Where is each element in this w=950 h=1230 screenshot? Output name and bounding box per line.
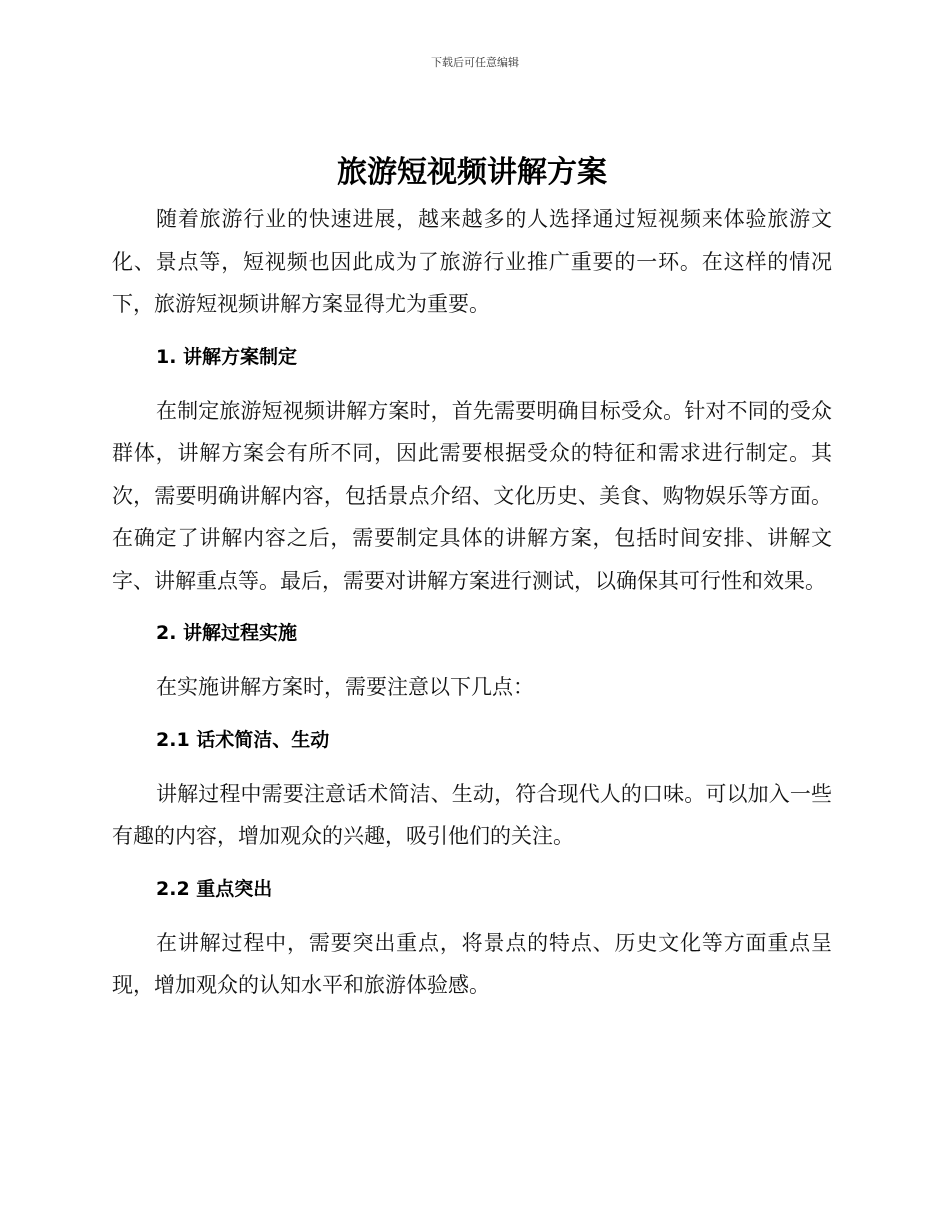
- document-body: [112, 148, 832, 1007]
- section-heading-2-1: 2.1 话术简洁、生动: [156, 728, 330, 751]
- section-body-2-1: 讲解过程中需要注意话术简洁、生动，符合现代人的口味。可以加入一些有趣的内容，增加观众的兴趣，吸引他们的关注。: [112, 781, 832, 848]
- section-heading-2: 2. 讲解过程实施: [156, 622, 298, 644]
- page-header: 下载后可任意编辑: [431, 56, 519, 69]
- intro-paragraph: 随着旅游行业的快速进展，越来越多的人选择通过短视频来体验旅游文化、景点等，短视频也因此成为了旅游行业推广重要的一环。在这样的情况下，旅游短视频讲解方案显得尤为重要。: [112, 207, 832, 316]
- section-body-2: 在实施讲解方案时，需要注意以下几点：: [156, 675, 534, 699]
- section-body-2-2: 在讲解过程中，需要突出重点，将景点的特点、历史文化等方面重点呈现，增加观众的认知水平和旅游体验感。: [112, 930, 832, 997]
- section-heading-1: 1. 讲解方案制定: [156, 345, 298, 368]
- section-heading-2-2: 2.2 重点突出: [156, 877, 273, 900]
- section-body-1: 在制定旅游短视频讲解方案时，首先需要明确目标受众。针对不同的受众群体，讲解方案会有所不同，因此需要根据受众的特征和需求进行制定。其次，需要明确讲解内容，包括景点介绍、文化历史、美食、购物娱乐等方面。在确定了讲解内容之后，需要制定具体的讲解方案，包括时间安排、讲解文字、讲解重点等。最后，需要对讲解方案进行测试，以确保其可行性和效果。: [112, 398, 832, 593]
- document-title: 旅游短视频讲解方案: [337, 155, 607, 190]
